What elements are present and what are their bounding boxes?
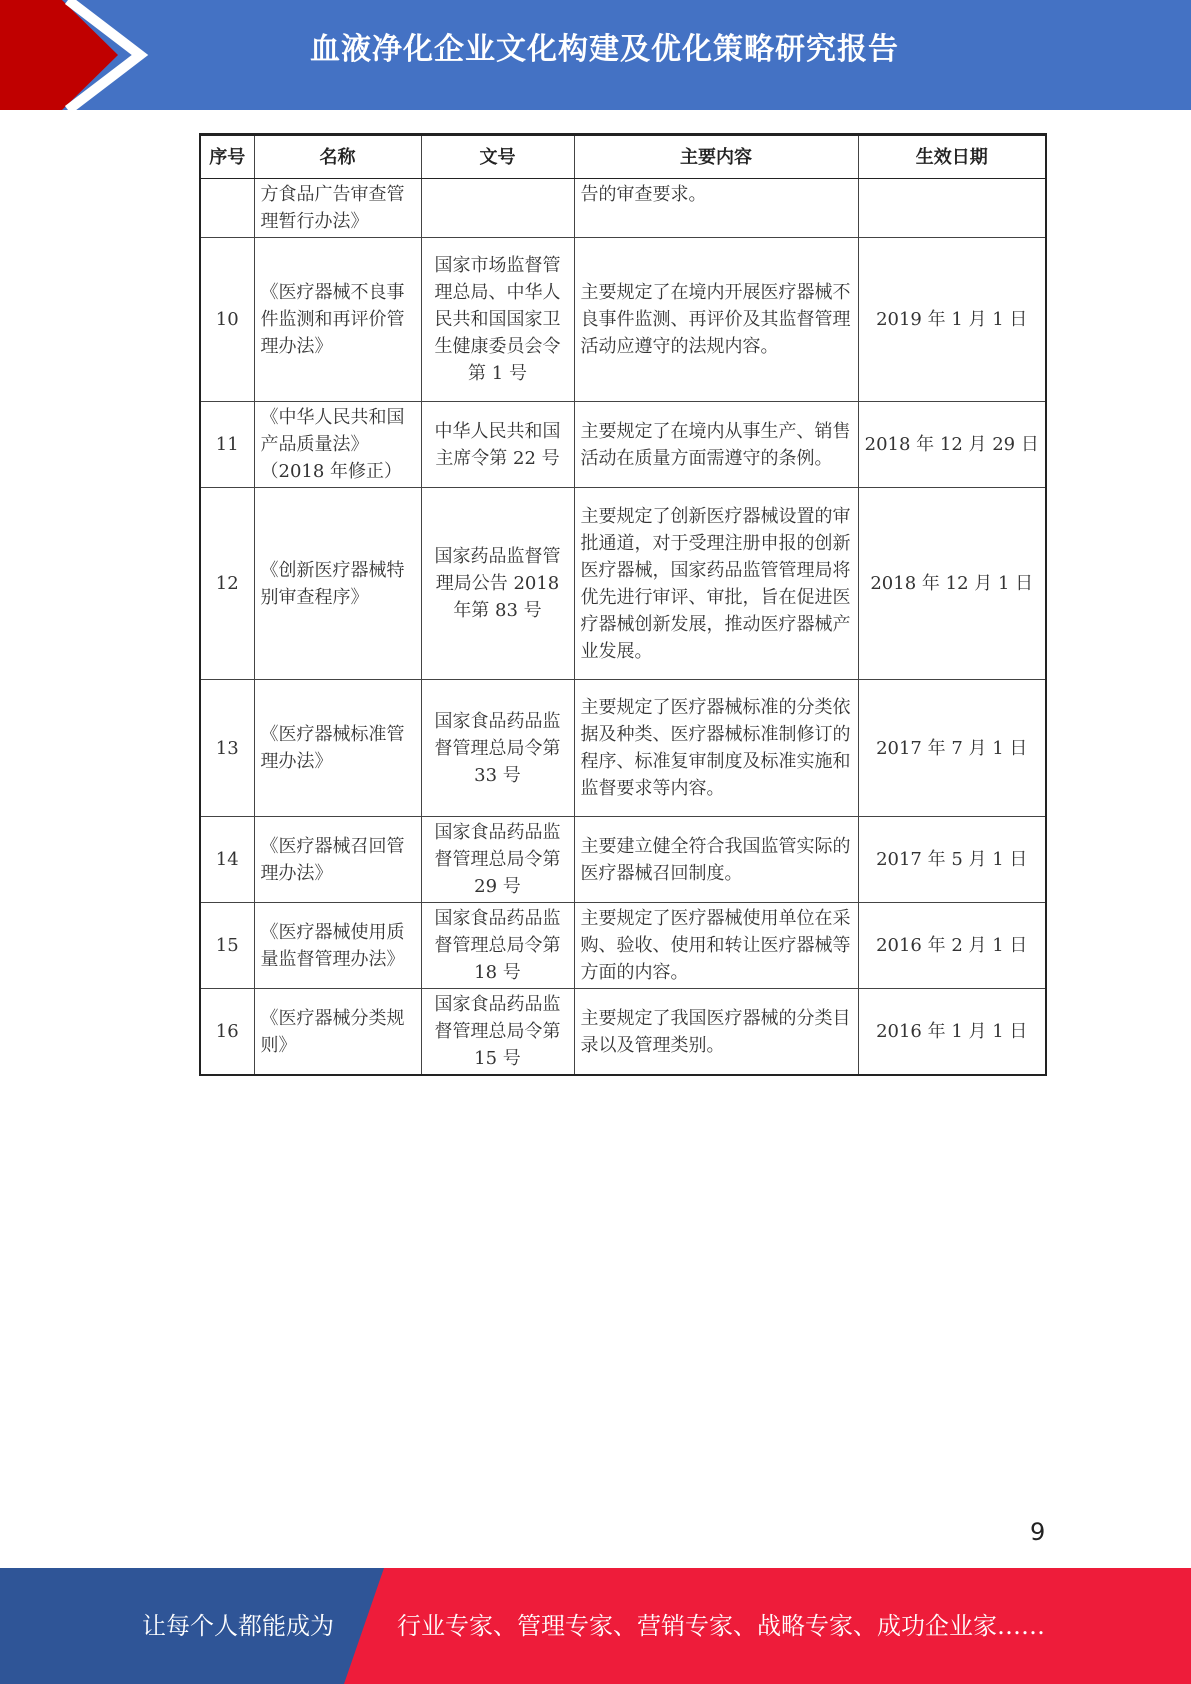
row-doc-number: 国家食品药品监督管理总局令第 29 号 [421,817,574,903]
row-content: 主要规定了在境内从事生产、销售活动在质量方面需遵守的条例。 [574,402,858,488]
row-content: 告的审查要求。 [574,179,858,238]
header-name: 名称 [254,135,421,179]
row-content: 主要规定了我国医疗器械的分类目录以及管理类别。 [574,989,858,1076]
row-date: 2016 年 2 月 1 日 [858,903,1046,989]
row-doc-number: 国家市场监督管理总局、中华人民共和国国家卫生健康委员会令第 1 号 [421,238,574,402]
row-content: 主要规定了医疗器械使用单位在采购、验收、使用和转让医疗器械等方面的内容。 [574,903,858,989]
row-no: 12 [200,488,254,680]
header-effective-date: 生效日期 [858,135,1046,179]
header-no: 序号 [200,135,254,179]
table-row [200,402,1046,488]
table-row [200,238,1046,402]
row-name: 《医疗器械标准管理办法》 [254,680,421,817]
table-row [200,989,1046,1076]
row-date: 2017 年 7 月 1 日 [858,680,1046,817]
row-content: 主要规定了在境内开展医疗器械不良事件监测、再评价及其监督管理活动应遵守的法规内容。 [574,238,858,402]
header-main-content: 主要内容 [574,135,858,179]
row-date: 2018 年 12 月 1 日 [858,488,1046,680]
row-name: 《医疗器械使用质量监督管理办法》 [254,903,421,989]
report-title: 血液净化企业文化构建及优化策略研究报告 [310,32,899,67]
page-header [0,0,1191,110]
row-no: 13 [200,680,254,817]
table-row [200,179,1046,238]
table-row [200,903,1046,989]
row-date: 2018 年 12 月 29 日 [858,402,1046,488]
row-name: 《医疗器械分类规则》 [254,989,421,1076]
regulations-table-container [199,133,1045,1076]
row-name: 方食品广告审查管理暂行办法》 [254,179,421,238]
footer-slogan-right: 行业专家、管理专家、营销专家、战略专家、成功企业家…… [397,1612,1045,1640]
row-no: 16 [200,989,254,1076]
footer-slogan-left: 让每个人都能成为 [142,1612,334,1640]
row-content: 主要建立健全符合我国监管实际的医疗器械召回制度。 [574,817,858,903]
table-row [200,680,1046,817]
row-name: 《中华人民共和国产品质量法》（2018 年修正） [254,402,421,488]
row-no [200,179,254,238]
row-content: 主要规定了医疗器械标准的分类依据及种类、医疗器械标准制修订的程序、标准复审制度及标准实施和监督要求等内容。 [574,680,858,817]
page-number: 9 [1030,1518,1046,1546]
row-no: 10 [200,238,254,402]
page-footer [0,1568,1191,1684]
row-date: 2016 年 1 月 1 日 [858,989,1046,1076]
row-doc-number: 国家食品药品监督管理总局令第 15 号 [421,989,574,1076]
row-date: 2019 年 1 月 1 日 [858,238,1046,402]
row-doc-number: 国家食品药品监督管理总局令第 18 号 [421,903,574,989]
row-name: 《医疗器械召回管理办法》 [254,817,421,903]
row-doc-number [421,179,574,238]
row-doc-number: 中华人民共和国主席令第 22 号 [421,402,574,488]
row-content: 主要规定了创新医疗器械设置的审批通道，对于受理注册申报的创新医疗器械，国家药品监管管理局将优先进行审评、审批，旨在促进医疗器械创新发展，推动医疗器械产业发展。 [574,488,858,680]
row-doc-number: 国家药品监督管理局公告 2018 年第 83 号 [421,488,574,680]
row-no: 11 [200,402,254,488]
row-name: 《创新医疗器械特别审查程序》 [254,488,421,680]
row-no: 14 [200,817,254,903]
table-row [200,488,1046,680]
row-name: 《医疗器械不良事件监测和再评价管理办法》 [254,238,421,402]
regulations-table [199,133,1047,1076]
table-header-row [200,135,1046,179]
row-date [858,179,1046,238]
header-doc-number: 文号 [421,135,574,179]
table-row [200,817,1046,903]
row-no: 15 [200,903,254,989]
row-date: 2017 年 5 月 1 日 [858,817,1046,903]
row-doc-number: 国家食品药品监督管理总局令第 33 号 [421,680,574,817]
